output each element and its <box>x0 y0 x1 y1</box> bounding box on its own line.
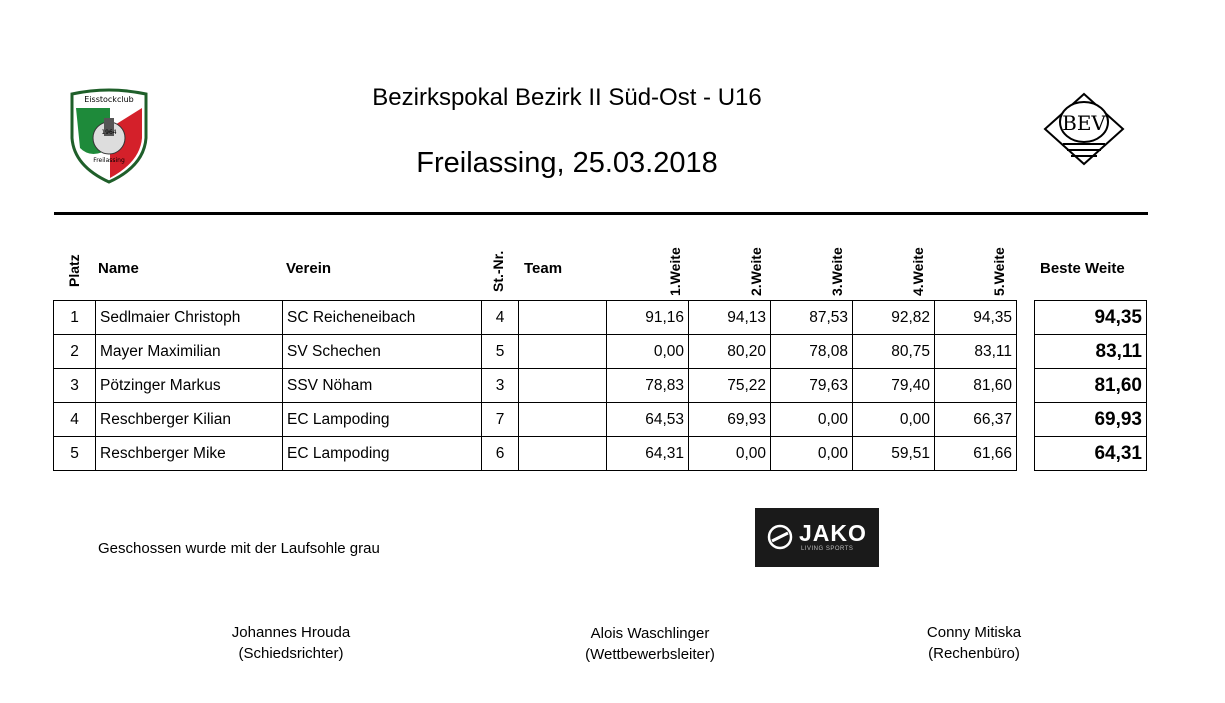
best-distance-table <box>1034 300 1147 471</box>
cell-weite-1: 64,53 <box>607 403 689 437</box>
sponsor-tagline: LIVING SPORTS <box>801 546 854 552</box>
table-row <box>54 335 1017 369</box>
col-header-beste-weite: Beste Weite <box>1040 260 1125 277</box>
competition-title: Bezirkspokal Bezirk II Süd-Ost - U16 <box>372 84 762 111</box>
cell-weite-1: 78,83 <box>607 369 689 403</box>
table-row <box>1035 335 1147 369</box>
table-row <box>54 301 1017 335</box>
signature-name: Alois Waschlinger <box>590 625 710 642</box>
signature-competition-manager <box>540 623 760 665</box>
cell-st-nr: 3 <box>482 369 519 403</box>
cell-weite-2: 94,13 <box>689 301 771 335</box>
cell-team <box>519 335 607 369</box>
cell-platz: 2 <box>54 335 96 369</box>
cell-verein: SC Reicheneibach <box>283 301 482 335</box>
cell-verein: SV Schechen <box>283 335 482 369</box>
table-row <box>54 437 1017 471</box>
cell-name: Reschberger Kilian <box>96 403 283 437</box>
table-row <box>54 403 1017 437</box>
cell-weite-5: 66,37 <box>935 403 1017 437</box>
cell-weite-5: 83,11 <box>935 335 1017 369</box>
cell-weite-4: 59,51 <box>853 437 935 471</box>
cell-st-nr: 4 <box>482 301 519 335</box>
header-divider <box>54 212 1148 215</box>
bev-logo <box>1043 92 1125 166</box>
cell-weite-3: 0,00 <box>771 403 853 437</box>
cell-weite-5: 94,35 <box>935 301 1017 335</box>
cell-verein: EC Lampoding <box>283 403 482 437</box>
cell-weite-1: 91,16 <box>607 301 689 335</box>
table-row <box>1035 369 1147 403</box>
cell-weite-3: 79,63 <box>771 369 853 403</box>
col-header-verein: Verein <box>286 260 332 277</box>
event-location-date: Freilassing, 25.03.2018 <box>416 147 718 179</box>
cell-weite-4: 79,40 <box>853 369 935 403</box>
cell-weite-3: 87,53 <box>771 301 853 335</box>
cell-team <box>519 369 607 403</box>
cell-weite-3: 0,00 <box>771 437 853 471</box>
table-row <box>54 369 1017 403</box>
cell-beste-weite: 64,31 <box>1035 437 1147 471</box>
svg-text:BEV: BEV <box>1062 111 1106 135</box>
cell-verein: EC Lampoding <box>283 437 482 471</box>
signature-referee <box>181 622 401 664</box>
cell-team <box>519 301 607 335</box>
table-row <box>1035 403 1147 437</box>
cell-weite-3: 78,08 <box>771 335 853 369</box>
results-table <box>53 300 1017 471</box>
col-header-weite-4: 4.Weite <box>910 247 926 296</box>
col-header-platz: Platz <box>66 254 82 287</box>
col-header-name: Name <box>98 260 139 277</box>
cell-verein: SSV Nöham <box>283 369 482 403</box>
sponsor-name: JAKO <box>799 520 867 546</box>
cell-st-nr: 7 <box>482 403 519 437</box>
svg-text:Eisstockclub: Eisstockclub <box>84 95 134 104</box>
cell-platz: 4 <box>54 403 96 437</box>
col-header-weite-5: 5.Weite <box>991 247 1007 296</box>
cell-st-nr: 5 <box>482 335 519 369</box>
cell-weite-5: 61,66 <box>935 437 1017 471</box>
svg-text:Freilassing: Freilassing <box>93 157 125 164</box>
cell-name: Reschberger Mike <box>96 437 283 471</box>
cell-team <box>519 437 607 471</box>
table-row <box>1035 301 1147 335</box>
signature-name: Johannes Hrouda <box>231 624 351 641</box>
signature-role: (Wettbewerbsleiter) <box>585 646 715 663</box>
col-header-weite-1: 1.Weite <box>667 247 683 296</box>
svg-text:1964: 1964 <box>101 129 117 136</box>
col-header-weite-2: 2.Weite <box>748 247 764 296</box>
signature-name: Conny Mitiska <box>926 624 1022 641</box>
signature-role: (Rechenbüro) <box>928 645 1020 662</box>
cell-beste-weite: 94,35 <box>1035 301 1147 335</box>
col-header-team: Team <box>524 260 563 277</box>
table-row <box>1035 437 1147 471</box>
col-header-weite-3: 3.Weite <box>829 247 845 296</box>
cell-platz: 5 <box>54 437 96 471</box>
jako-emblem-icon <box>767 524 793 550</box>
sponsor-logo <box>755 508 879 567</box>
cell-name: Pötzinger Markus <box>96 369 283 403</box>
footer-note: Geschossen wurde mit der Laufsohle grau <box>98 540 380 557</box>
cell-platz: 3 <box>54 369 96 403</box>
cell-name: Mayer Maximilian <box>96 335 283 369</box>
cell-beste-weite: 81,60 <box>1035 369 1147 403</box>
cell-weite-2: 80,20 <box>689 335 771 369</box>
cell-platz: 1 <box>54 301 96 335</box>
col-header-st-nr: St.-Nr. <box>490 250 506 292</box>
cell-weite-4: 0,00 <box>853 403 935 437</box>
cell-weite-1: 64,31 <box>607 437 689 471</box>
cell-weite-1: 0,00 <box>607 335 689 369</box>
cell-weite-5: 81,60 <box>935 369 1017 403</box>
cell-weite-2: 69,93 <box>689 403 771 437</box>
cell-beste-weite: 69,93 <box>1035 403 1147 437</box>
cell-st-nr: 6 <box>482 437 519 471</box>
signature-computing-office <box>864 622 1084 664</box>
cell-name: Sedlmaier Christoph <box>96 301 283 335</box>
cell-weite-4: 92,82 <box>853 301 935 335</box>
signature-role: (Schiedsrichter) <box>238 645 344 662</box>
cell-weite-2: 75,22 <box>689 369 771 403</box>
cell-team <box>519 403 607 437</box>
cell-weite-4: 80,75 <box>853 335 935 369</box>
cell-weite-2: 0,00 <box>689 437 771 471</box>
cell-beste-weite: 83,11 <box>1035 335 1147 369</box>
